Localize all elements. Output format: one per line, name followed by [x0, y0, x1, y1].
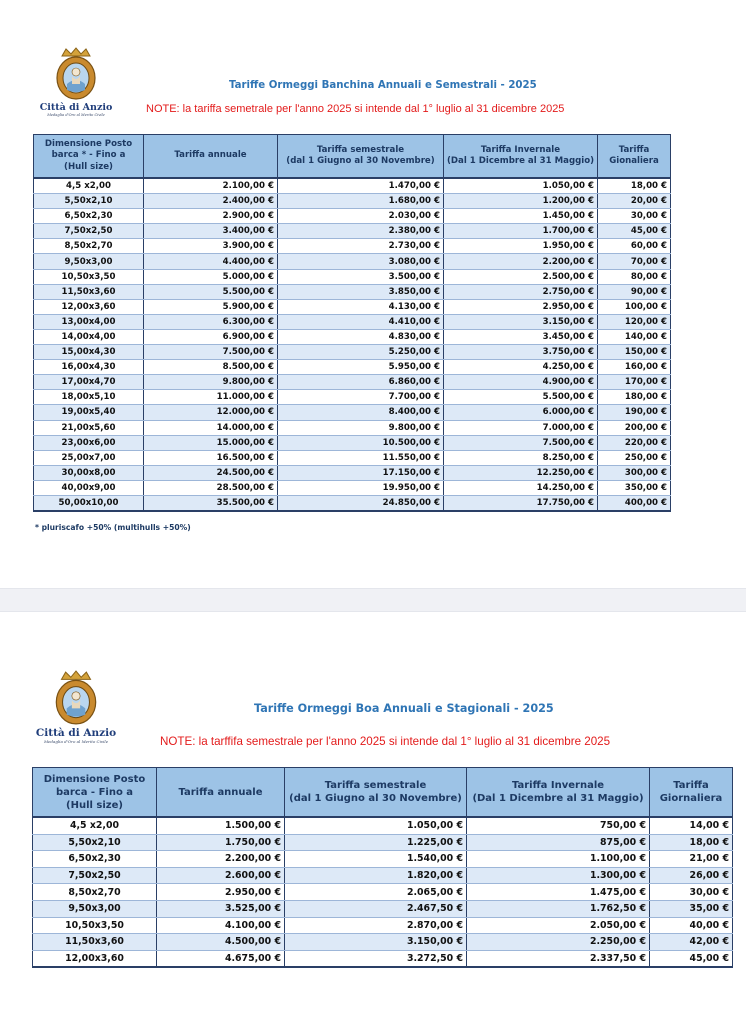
- cell-annual: 6.900,00 €: [144, 329, 278, 344]
- cell-dimension: 8,50x2,70: [34, 239, 144, 254]
- cell-winter: 1.762,50 €: [467, 900, 650, 917]
- cell-winter: 2.250,00 €: [467, 934, 650, 951]
- cell-winter: 2.500,00 €: [444, 269, 598, 284]
- cell-daily: 45,00 €: [598, 224, 671, 239]
- cell-daily: 20,00 €: [598, 194, 671, 209]
- header-daily: Tariffa Gionaliera: [598, 135, 671, 179]
- cell-dimension: 14,00x4,00: [34, 329, 144, 344]
- note-text: NOTE: la tariffa semetrale per l'anno 2025 si intende dal 1° luglio al 31 dicembre 2025: [146, 103, 565, 115]
- cell-annual: 2.400,00 €: [144, 194, 278, 209]
- cell-daily: 400,00 €: [598, 495, 671, 511]
- cell-winter: 1.300,00 €: [467, 867, 650, 884]
- table-row: [34, 465, 671, 480]
- header-dimension: Dimensione Posto barca * - Fino a (Hull size): [34, 135, 144, 179]
- cell-semestral: 24.850,00 €: [278, 495, 444, 511]
- cell-semestral: 2.467,50 €: [285, 900, 467, 917]
- cell-dimension: 40,00x9,00: [34, 480, 144, 495]
- table-row: [34, 284, 671, 299]
- cell-annual: 2.200,00 €: [157, 851, 285, 868]
- page-title: Tariffe Ormeggi Banchina Annuali e Semestrali - 2025: [229, 80, 537, 91]
- city-name: Città di Anzio: [39, 102, 113, 113]
- table-row: [34, 420, 671, 435]
- cell-semestral: 17.150,00 €: [278, 465, 444, 480]
- cell-dimension: 8,50x2,70: [33, 884, 157, 901]
- cell-daily: 21,00 €: [650, 851, 733, 868]
- cell-semestral: 6.860,00 €: [278, 375, 444, 390]
- table-row: [33, 817, 733, 834]
- cell-annual: 11.000,00 €: [144, 390, 278, 405]
- cell-annual: 24.500,00 €: [144, 465, 278, 480]
- table-row: [34, 390, 671, 405]
- cell-winter: 4.900,00 €: [444, 375, 598, 390]
- cell-daily: 90,00 €: [598, 284, 671, 299]
- cell-semestral: 1.540,00 €: [285, 851, 467, 868]
- cell-semestral: 2.030,00 €: [278, 209, 444, 224]
- cell-annual: 4.100,00 €: [157, 917, 285, 934]
- cell-daily: 42,00 €: [650, 934, 733, 951]
- table-row: [34, 375, 671, 390]
- cell-daily: 250,00 €: [598, 450, 671, 465]
- cell-winter: 5.500,00 €: [444, 390, 598, 405]
- cell-semestral: 3.272,50 €: [285, 950, 467, 967]
- cell-winter: 3.750,00 €: [444, 345, 598, 360]
- cell-dimension: 50,00x10,00: [34, 495, 144, 511]
- table-row: [34, 450, 671, 465]
- cell-annual: 14.000,00 €: [144, 420, 278, 435]
- cell-daily: 350,00 €: [598, 480, 671, 495]
- cell-annual: 3.900,00 €: [144, 239, 278, 254]
- header-dimension: Dimensione Posto barca - Fino a (Hull size): [33, 768, 157, 818]
- cell-annual: 2.600,00 €: [157, 867, 285, 884]
- cell-dimension: 16,00x4,30: [34, 360, 144, 375]
- table-row: [33, 884, 733, 901]
- cell-dimension: 6,50x2,30: [33, 851, 157, 868]
- cell-annual: 15.000,00 €: [144, 435, 278, 450]
- cell-winter: 2.050,00 €: [467, 917, 650, 934]
- cell-winter: 1.050,00 €: [444, 178, 598, 194]
- cell-winter: 750,00 €: [467, 817, 650, 834]
- cell-semestral: 5.950,00 €: [278, 360, 444, 375]
- cell-dimension: 10,50x3,50: [33, 917, 157, 934]
- cell-daily: 14,00 €: [650, 817, 733, 834]
- cell-daily: 30,00 €: [650, 884, 733, 901]
- cell-winter: 17.750,00 €: [444, 495, 598, 511]
- cell-dimension: 11,50x3,60: [33, 934, 157, 951]
- cell-daily: 200,00 €: [598, 420, 671, 435]
- cell-winter: 875,00 €: [467, 834, 650, 851]
- header-winter: Tariffa Invernale (Dal 1 Dicembre al 31 Maggio): [467, 768, 650, 818]
- cell-dimension: 25,00x7,00: [34, 450, 144, 465]
- cell-dimension: 21,00x5,60: [34, 420, 144, 435]
- cell-winter: 2.750,00 €: [444, 284, 598, 299]
- table-row: [34, 269, 671, 284]
- cell-annual: 4.500,00 €: [157, 934, 285, 951]
- cell-dimension: 13,00x4,00: [34, 314, 144, 329]
- cell-annual: 1.500,00 €: [157, 817, 285, 834]
- cell-annual: 2.900,00 €: [144, 209, 278, 224]
- cell-daily: 18,00 €: [650, 834, 733, 851]
- header-semestral: Tariffa semestrale (dal 1 Giugno al 30 Novembre): [278, 135, 444, 179]
- cell-dimension: 19,00x5,40: [34, 405, 144, 420]
- cell-winter: 1.200,00 €: [444, 194, 598, 209]
- cell-annual: 9.800,00 €: [144, 375, 278, 390]
- cell-dimension: 11,50x3,60: [34, 284, 144, 299]
- table-row: [34, 314, 671, 329]
- cell-semestral: 1.680,00 €: [278, 194, 444, 209]
- cell-annual: 8.500,00 €: [144, 360, 278, 375]
- table-row: [33, 950, 733, 967]
- cell-annual: 6.300,00 €: [144, 314, 278, 329]
- header-daily: Tariffa Giornaliera: [650, 768, 733, 818]
- table-row: [34, 360, 671, 375]
- cell-winter: 7.500,00 €: [444, 435, 598, 450]
- table-row: [34, 405, 671, 420]
- table-row: [34, 224, 671, 239]
- cell-semestral: 3.850,00 €: [278, 284, 444, 299]
- header-annual: Tariffa annuale: [144, 135, 278, 179]
- cell-daily: 140,00 €: [598, 329, 671, 344]
- cell-winter: 1.950,00 €: [444, 239, 598, 254]
- cell-winter: 2.950,00 €: [444, 299, 598, 314]
- cell-dimension: 7,50x2,50: [33, 867, 157, 884]
- table-row: [33, 934, 733, 951]
- table-body: [33, 817, 733, 967]
- cell-annual: 5.900,00 €: [144, 299, 278, 314]
- cell-annual: 5.500,00 €: [144, 284, 278, 299]
- cell-daily: 35,00 €: [650, 900, 733, 917]
- cell-winter: 1.700,00 €: [444, 224, 598, 239]
- cell-annual: 3.400,00 €: [144, 224, 278, 239]
- cell-annual: 12.000,00 €: [144, 405, 278, 420]
- cell-semestral: 4.410,00 €: [278, 314, 444, 329]
- cell-semestral: 5.250,00 €: [278, 345, 444, 360]
- cell-winter: 3.450,00 €: [444, 329, 598, 344]
- cell-winter: 1.450,00 €: [444, 209, 598, 224]
- cell-semestral: 8.400,00 €: [278, 405, 444, 420]
- cell-dimension: 12,00x3,60: [34, 299, 144, 314]
- cell-daily: 120,00 €: [598, 314, 671, 329]
- cell-semestral: 10.500,00 €: [278, 435, 444, 450]
- table-body: [34, 178, 671, 511]
- cell-dimension: 7,50x2,50: [34, 224, 144, 239]
- cell-daily: 45,00 €: [650, 950, 733, 967]
- cell-daily: 170,00 €: [598, 375, 671, 390]
- cell-dimension: 6,50x2,30: [34, 209, 144, 224]
- cell-annual: 5.000,00 €: [144, 269, 278, 284]
- cell-annual: 4.400,00 €: [144, 254, 278, 269]
- table-row: [33, 917, 733, 934]
- table-row: [34, 194, 671, 209]
- cell-winter: 12.250,00 €: [444, 465, 598, 480]
- cell-winter: 6.000,00 €: [444, 405, 598, 420]
- city-motto: Medaglia d'Oro al Merito Civile: [43, 739, 109, 744]
- cell-dimension: 10,50x3,50: [34, 269, 144, 284]
- cell-annual: 7.500,00 €: [144, 345, 278, 360]
- cell-semestral: 2.380,00 €: [278, 224, 444, 239]
- tariff-table-boa: [32, 767, 733, 968]
- cell-semestral: 9.800,00 €: [278, 420, 444, 435]
- cell-semestral: 3.080,00 €: [278, 254, 444, 269]
- cell-winter: 3.150,00 €: [444, 314, 598, 329]
- cell-daily: 220,00 €: [598, 435, 671, 450]
- cell-winter: 7.000,00 €: [444, 420, 598, 435]
- header-winter: Tariffa Invernale (Dal 1 Dicembre al 31 Maggio): [444, 135, 598, 179]
- cell-daily: 100,00 €: [598, 299, 671, 314]
- cell-daily: 180,00 €: [598, 390, 671, 405]
- table-row: [34, 495, 671, 511]
- cell-semestral: 4.830,00 €: [278, 329, 444, 344]
- cell-annual: 35.500,00 €: [144, 495, 278, 511]
- cell-daily: 160,00 €: [598, 360, 671, 375]
- coat-of-arms-icon: [53, 669, 99, 727]
- cell-daily: 190,00 €: [598, 405, 671, 420]
- cell-dimension: 12,00x3,60: [33, 950, 157, 967]
- cell-daily: 150,00 €: [598, 345, 671, 360]
- cell-dimension: 17,00x4,70: [34, 375, 144, 390]
- cell-semestral: 19.950,00 €: [278, 480, 444, 495]
- cell-winter: 1.475,00 €: [467, 884, 650, 901]
- cell-semestral: 1.820,00 €: [285, 867, 467, 884]
- table-row: [34, 345, 671, 360]
- cell-semestral: 1.470,00 €: [278, 178, 444, 194]
- cell-semestral: 2.870,00 €: [285, 917, 467, 934]
- header-semestral: Tariffa semestrale (dal 1 Giugno al 30 Novembre): [285, 768, 467, 818]
- cell-annual: 16.500,00 €: [144, 450, 278, 465]
- note-text: NOTE: la tarffifa semestrale per l'anno 2025 si intende dal 1° luglio al 31 dicembre 2025: [160, 735, 611, 748]
- city-motto: Medaglia d'Oro al Merito Civile: [47, 113, 105, 117]
- city-name: Città di Anzio: [35, 727, 117, 739]
- cell-dimension: 5,50x2,10: [33, 834, 157, 851]
- table-row: [34, 178, 671, 194]
- cell-annual: 28.500,00 €: [144, 480, 278, 495]
- table-row: [34, 480, 671, 495]
- table-row: [33, 834, 733, 851]
- cell-semestral: 3.150,00 €: [285, 934, 467, 951]
- cell-annual: 3.525,00 €: [157, 900, 285, 917]
- table-header-row: [33, 768, 733, 818]
- cell-semestral: 1.050,00 €: [285, 817, 467, 834]
- cell-daily: 70,00 €: [598, 254, 671, 269]
- cell-annual: 2.950,00 €: [157, 884, 285, 901]
- table-row: [33, 867, 733, 884]
- table-row: [33, 900, 733, 917]
- table-row: [34, 209, 671, 224]
- tariff-table-banchina: [33, 134, 671, 512]
- cell-dimension: 4,5 x2,00: [33, 817, 157, 834]
- cell-annual: 4.675,00 €: [157, 950, 285, 967]
- cell-winter: 1.100,00 €: [467, 851, 650, 868]
- cell-semestral: 7.700,00 €: [278, 390, 444, 405]
- cell-dimension: 23,00x6,00: [34, 435, 144, 450]
- cell-annual: 1.750,00 €: [157, 834, 285, 851]
- cell-dimension: 15,00x4,30: [34, 345, 144, 360]
- city-logo: [38, 46, 114, 117]
- cell-semestral: 4.130,00 €: [278, 299, 444, 314]
- cell-dimension: 4,5 x2,00: [34, 178, 144, 194]
- cell-semestral: 2.730,00 €: [278, 239, 444, 254]
- cell-winter: 8.250,00 €: [444, 450, 598, 465]
- cell-winter: 2.200,00 €: [444, 254, 598, 269]
- cell-daily: 60,00 €: [598, 239, 671, 254]
- cell-winter: 4.250,00 €: [444, 360, 598, 375]
- cell-winter: 14.250,00 €: [444, 480, 598, 495]
- page-separator: [0, 588, 746, 612]
- page-title: Tariffe Ormeggi Boa Annuali e Stagionali - 2025: [254, 702, 554, 715]
- city-logo: [34, 669, 118, 744]
- cell-daily: 26,00 €: [650, 867, 733, 884]
- header-annual: Tariffa annuale: [157, 768, 285, 818]
- cell-semestral: 3.500,00 €: [278, 269, 444, 284]
- cell-daily: 80,00 €: [598, 269, 671, 284]
- cell-annual: 2.100,00 €: [144, 178, 278, 194]
- table-row: [34, 329, 671, 344]
- footnote: * pluriscafo +50% (multihulls +50%): [35, 523, 191, 532]
- cell-dimension: 9,50x3,00: [34, 254, 144, 269]
- cell-semestral: 2.065,00 €: [285, 884, 467, 901]
- cell-winter: 2.337,50 €: [467, 950, 650, 967]
- cell-semestral: 11.550,00 €: [278, 450, 444, 465]
- cell-dimension: 5,50x2,10: [34, 194, 144, 209]
- table-row: [33, 851, 733, 868]
- cell-dimension: 30,00x8,00: [34, 465, 144, 480]
- cell-daily: 300,00 €: [598, 465, 671, 480]
- cell-daily: 30,00 €: [598, 209, 671, 224]
- cell-daily: 40,00 €: [650, 917, 733, 934]
- cell-daily: 18,00 €: [598, 178, 671, 194]
- cell-dimension: 9,50x3,00: [33, 900, 157, 917]
- coat-of-arms-icon: [54, 46, 98, 102]
- table-row: [34, 435, 671, 450]
- cell-dimension: 18,00x5,10: [34, 390, 144, 405]
- cell-semestral: 1.225,00 €: [285, 834, 467, 851]
- table-row: [34, 239, 671, 254]
- table-row: [34, 254, 671, 269]
- table-row: [34, 299, 671, 314]
- table-header-row: [34, 135, 671, 179]
